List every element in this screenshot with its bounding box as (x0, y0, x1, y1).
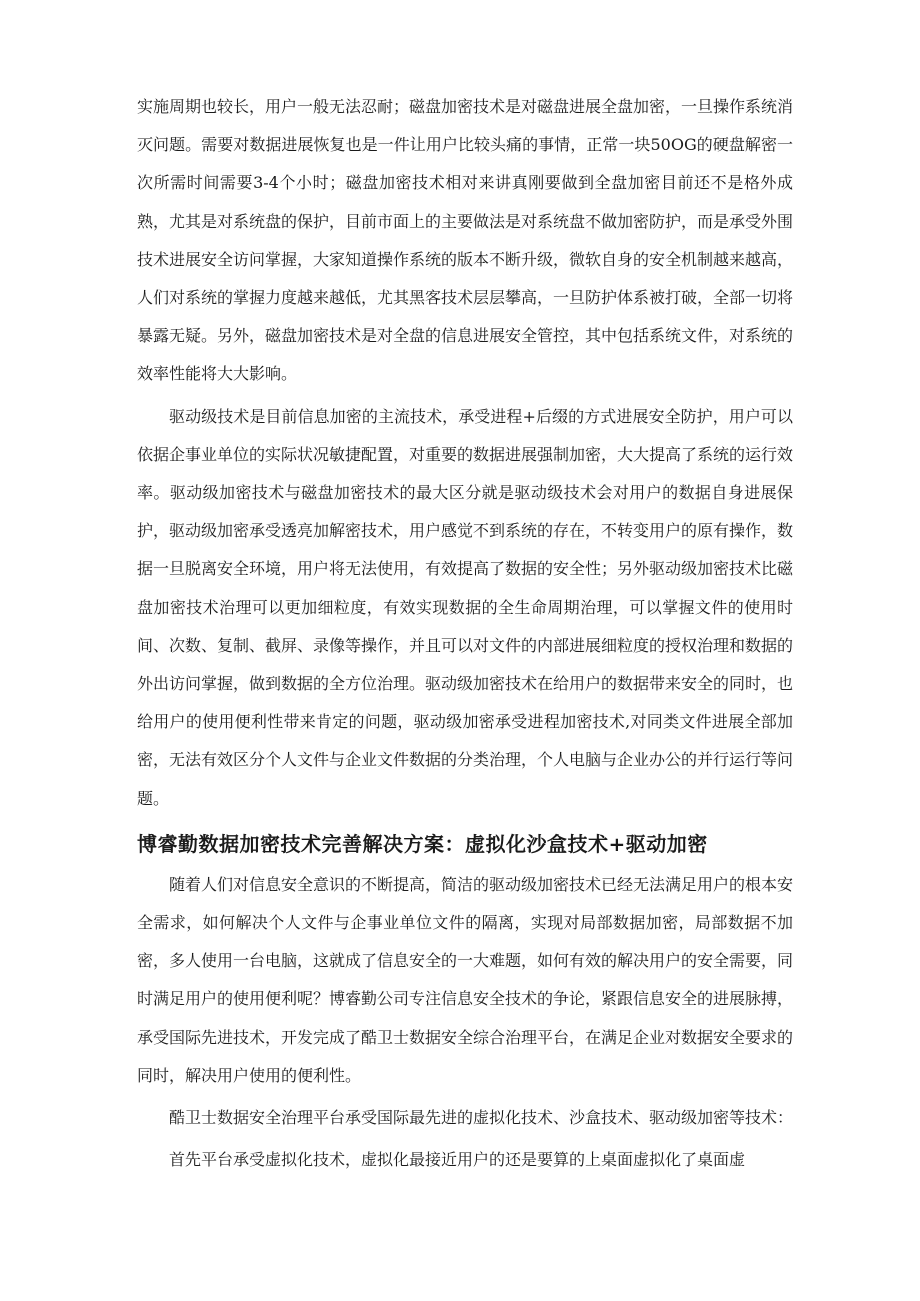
paragraph-driver-encryption: 驱动级技术是目前信息加密的主流技术，承受进程+后缀的方式进展安全防护，用户可以依据企事业单位的实际状况敏捷配置，对重要的数据进展强制加密，大大提高了系统的运行效率。驱动级加密技术与磁盘加密技术的最大区分就是驱动级技术会对用户的数据自身进展保护，驱动级加密承受透亮加解密技术，用户感觉不到系统的存在，不转变用户的原有操作，数据一旦脱离安全环境，用户将无法使用，有效提高了数据的安全性；另外驱动级加密技术比磁盘加密技术治理可以更加细粒度，有效实现数据的全生命周期治理，可以掌握文件的使用时间、次数、复制、截屏、录像等操作，并且可以对文件的内部进展细粒度的授权治理和数据的外出访问掌握，做到数据的全方位治理。驱动级加密技术在给用户的数据带来安全的同时，也给用户的使用便利性带来肯定的问题，驱动级加密承受进程加密技术,对同类文件进展全部加密，无法有效区分个人文件与企业文件数据的分类治理，个人电脑与企业办公的并行运行等问题。 (137, 406, 794, 808)
section-heading: 博睿勤数据加密技术完善解决方案：虚拟化沙盒技术+驱动加密 (137, 831, 708, 856)
paragraph-disk-encryption: 实施周期也较长，用户一般无法忍耐；磁盘加密技术是对磁盘进展全盘加密，一旦操作系统消灭问题。需要对数据进展恢复也是一件让用户比较头痛的事情，正常一块50OG的硬盘解密一次所需时间需要3-4个小时；磁盘加密技术相对来讲真刚要做到全盘加密目前还不是格外成熟，尤其是对系统盘的保护，目前市面上的主要做法是对系统盘不做加密防护，而是承受外围技术进展安全访问掌握，大家知道操作系统的版本不断升级，微软自身的安全机制越来越高，人们对系统的掌握力度越来越低，尤其黑客技术层层攀高，一旦防护体系被打破，全部一切将暴露无疑。另外，磁盘加密技术是对全盘的信息进展安全管控，其中包括系统文件，对系统的效率性能将大大影响。 (137, 97, 794, 384)
paragraph-security-needs: 随着人们对信息安全意识的不断提高，简洁的驱动级加密技术已经无法满足用户的根本安全需求，如何解决个人文件与企事业单位文件的隔离，实现对局部数据加密，局部数据不加密，多人使用一台电脑，这就成了信息安全的一大难题，如何有效的解决用户的安全需要，同时满足用户的使用便利呢？博睿勤公司专注信息安全技术的争论，紧跟信息安全的进展脉搏，承受国际先进技术，开发完成了酷卫士数据安全综合治理平台，在满足企业对数据安全要求的同时，解决用户使用的便利性。 (137, 874, 794, 1085)
paragraph-platform-tech: 酷卫士数据安全治理平台承受国际最先进的虚拟化技术、沙盒技术、驱动级加密等技术： (169, 1108, 794, 1128)
paragraph-virtualization: 首先平台承受虚拟化技术，虚拟化最接近用户的还是要算的上桌面虚拟化了桌面虚 (169, 1150, 746, 1170)
document-body (137, 88, 793, 1179)
